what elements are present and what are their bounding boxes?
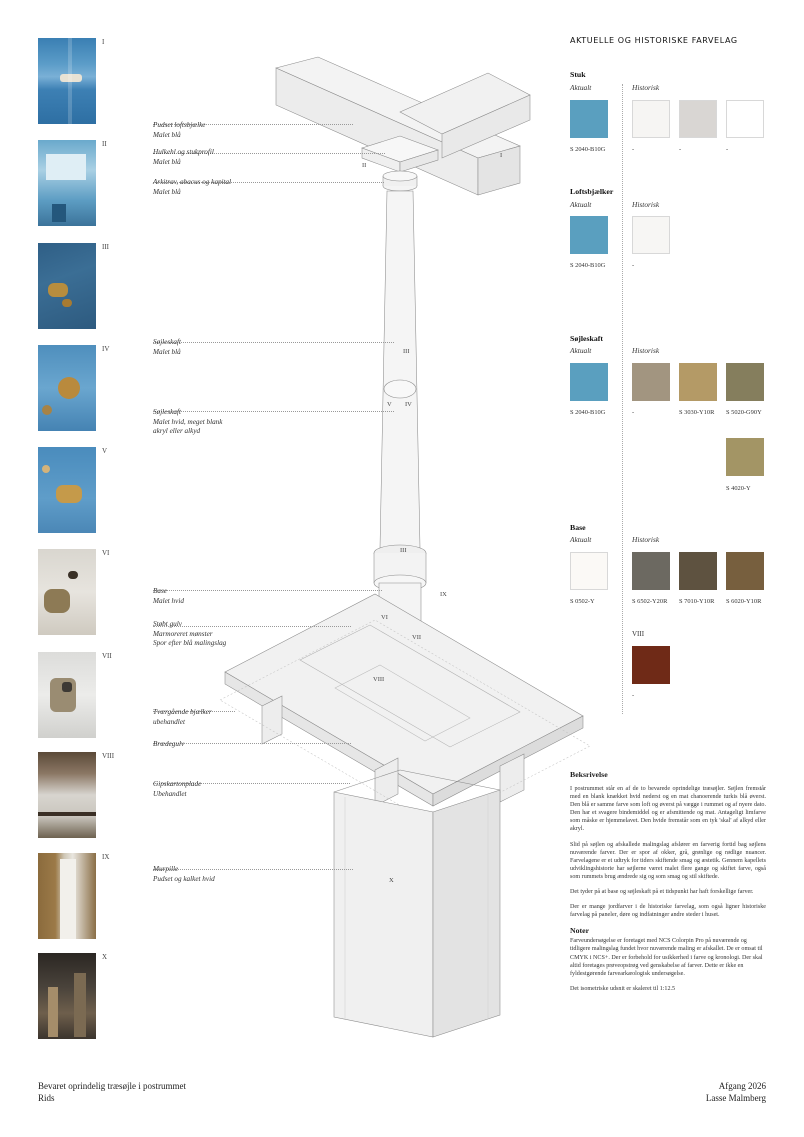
color-code: - [632, 262, 635, 269]
section-title-sojleskaft: Søjleskaft [570, 334, 603, 343]
section-historic-label: Historisk [632, 83, 660, 92]
swatch-photo-ref: VIII [632, 630, 645, 638]
color-code: S 3030-Y10R [679, 409, 715, 416]
description-paragraph: Slid på søjlen og afskallede malingslag afslører en farverig fortid bag søjlens nuværende farver. Der er spor af okker, grå, grønlige og rødlige nuancer. Farvelagene er et udtryk for tiders skiftende smag og æstetik. Gennem kapellets udviklingshistorie har søjlerne været malet flere gange og skiftet farve, også som rummets brug ændrede sig og som smag og stil skiftede. [570, 841, 766, 880]
photo-label: IX [102, 853, 110, 861]
section-current-label: Aktualt [570, 346, 592, 355]
color-swatch-historic [726, 363, 764, 401]
callout-cast-floor: Støbt gulv Marmoreret mønster Spor efter blå malingslag [153, 620, 227, 647]
photo-label: III [102, 243, 109, 251]
color-swatch-historic [632, 552, 670, 590]
color-swatch-historic [632, 646, 670, 684]
notes-paragraph: Farveundersøgelse er foretaget med NCS Colorpin Pro på nuværende og tidligere malingslag fundet hvor nuværende maling er afskallet. De er omsat til CMYK i NCS+. Der er forbehold for usikkerhed i farve og kronologi. Der skal altid foretages prøveopstrøg ved genskabelse af farver. Dette er ikke en fyldestgørende farvearkæologisk undersøgelse. [570, 938, 763, 977]
section-current-label: Aktualt [570, 83, 592, 92]
footer-right [706, 1080, 766, 1104]
section-title-loftsbjaelker: Loftsbjælker [570, 187, 614, 196]
section-title-stuk: Stuk [570, 70, 586, 79]
section-current-label: Aktualt [570, 535, 592, 544]
callout-joists: Tværgående bjælker ubehandlet [153, 708, 212, 726]
photo-label: V [102, 447, 108, 455]
drawing-marker: V [387, 401, 392, 408]
callout-capital: Arkitrav, abacus og kapital Malet blå [153, 178, 232, 196]
color-code: S 2040-B10G [570, 409, 606, 416]
color-swatch-historic [679, 363, 717, 401]
notes-title: Noter [570, 926, 590, 936]
footer-sheet-type: Rids [38, 1093, 55, 1103]
callout-base: Base Malet hvid [153, 587, 184, 605]
divider [622, 84, 623, 714]
color-swatch-historic [726, 438, 764, 476]
drawing-marker: I [500, 152, 503, 159]
section-title-base: Base [570, 523, 586, 532]
section-historic-label: Historisk [632, 200, 660, 209]
color-swatch-current [570, 363, 608, 401]
color-swatch-current [570, 552, 608, 590]
description-paragraph: I postrummet står en af de to bevarede oprindelige træsøjler. Søjlen fremstår med en blank knækket hvid nederst og en mat chanoerende turkis blå øverst. Den blå er samme farve som loft og øverst på vægge i rummet og af nyere dato. Den har et svagere bindemiddel og er afsmittende og mat. Antageligt limfarve som måske er hjemmelavet. Den hvide fremstår som en tyk 'skal' af alkyd eller akryl. [570, 786, 766, 833]
drawing-marker: III [400, 547, 407, 554]
color-code: - [632, 692, 635, 699]
color-code: - [679, 146, 682, 153]
drawing-marker: II [362, 162, 367, 169]
color-code: - [726, 146, 729, 153]
callout-shaft-white: Søjleskaft Malet hvid, meget blank akryl eller alkyd [153, 408, 223, 435]
color-code: S 2040-B10G [570, 146, 606, 153]
photo-label: X [102, 953, 108, 961]
callout-leader [153, 342, 394, 343]
color-code: S 7010-Y10R [679, 598, 715, 605]
drawing-marker: VIII [373, 676, 385, 683]
section-historic-label: Historisk [632, 535, 660, 544]
drawing-marker: IV [405, 401, 412, 408]
photo-label: VIII [102, 752, 115, 760]
drawing-marker: X [389, 877, 394, 884]
color-swatch-historic [679, 100, 717, 138]
description-block [570, 770, 766, 1000]
color-swatch-historic [632, 100, 670, 138]
color-swatch-historic [679, 552, 717, 590]
photo-label: VI [102, 549, 110, 557]
callout-plasterboard: Gipskartonplade Ubehandlet [153, 780, 202, 798]
photo-label: II [102, 140, 107, 148]
photo-label: VII [102, 652, 112, 660]
drawing-marker: IX [440, 591, 447, 598]
callout-cornice: Hulkehl og stukprofil Malet blå [153, 148, 214, 166]
footer-year: Afgang 2026 [718, 1081, 766, 1091]
notes-paragraph: Det isometriske udsnit er skaleret til 1:12.5 [570, 985, 676, 992]
photo-label: I [102, 38, 105, 46]
color-code: S 2040-B10G [570, 262, 606, 269]
callout-pier: Murpille Pudset og kalket hvid [153, 865, 215, 883]
color-swatch-historic [726, 100, 764, 138]
photo-label: IV [102, 345, 110, 353]
drawing-marker: VI [381, 614, 388, 621]
color-code: S 4020-Y [726, 485, 751, 492]
section-current-label: Aktualt [570, 200, 592, 209]
callout-board-floor: Brædegulv [153, 740, 185, 748]
color-swatch-historic [632, 363, 670, 401]
color-code: S 6020-Y10R [726, 598, 762, 605]
footer-left [38, 1080, 186, 1104]
footer-project-title: Bevaret oprindelig træsøjle i postrummet [38, 1081, 186, 1091]
color-swatch-historic [632, 216, 670, 254]
footer-author: Lasse Malmberg [705, 1093, 766, 1103]
color-code: S 0502-Y [570, 598, 595, 605]
color-code: S 5020-G90Y [726, 409, 762, 416]
description-paragraph: Det tyder på at base og søjleskaft på et tidspunkt har haft forskellige farver. [570, 889, 754, 896]
section-historic-label: Historisk [632, 346, 660, 355]
drawing-marker: III [403, 348, 410, 355]
color-swatch-historic [726, 552, 764, 590]
callout-ceiling-beam: Pudset loftsbjælke Malet blå [153, 121, 206, 139]
color-swatch-current [570, 100, 608, 138]
description-paragraph: Der er mange jordfarver i de historiske farvelag, som også ligner historiske farvelag på paneler, døre og indfatninger andre steder i huset. [570, 904, 766, 919]
callout-leader [153, 590, 382, 591]
color-code: - [632, 409, 635, 416]
drawing-marker: VII [412, 634, 422, 641]
description-title: Beksrivelse [570, 770, 608, 779]
color-code: S 6502-Y20R [632, 598, 668, 605]
color-swatch-current [570, 216, 608, 254]
callout-shaft-blue: Søjleskaft Malet blå [153, 338, 181, 356]
color-code: - [632, 146, 635, 153]
page-title: AKTUELLE OG HISTORISKE FARVELAG [570, 36, 738, 45]
